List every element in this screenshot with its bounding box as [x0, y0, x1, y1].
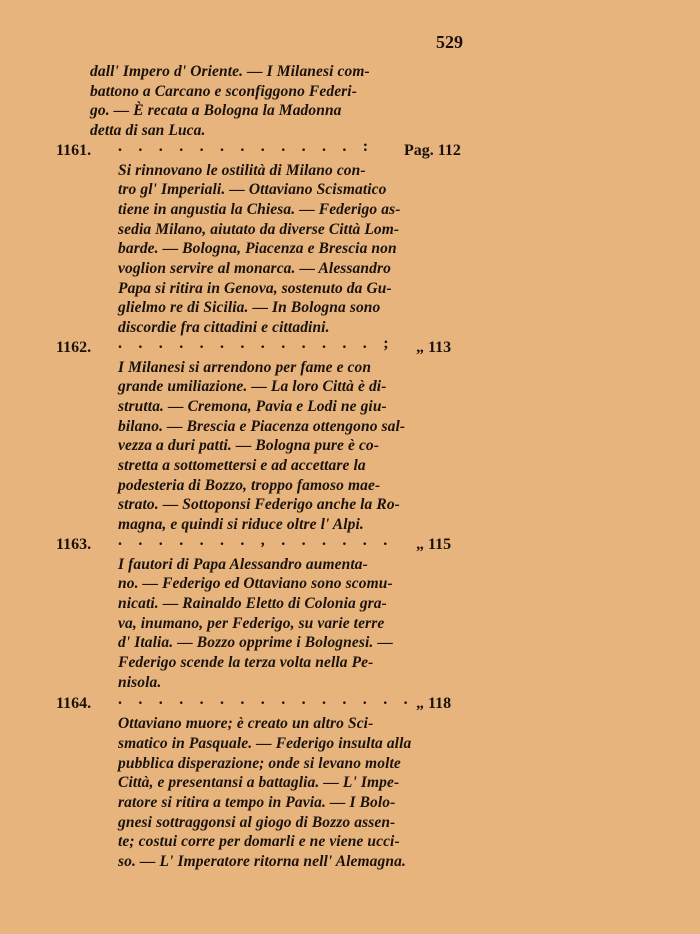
text-line: detta di san Luca.	[90, 122, 206, 140]
page-number: 529	[436, 32, 463, 52]
text-line: tiene in angustia la Chiesa. — Federigo as-	[118, 200, 401, 218]
text-line: d' Italia. — Bozzo opprime i Bolognesi. —	[118, 634, 393, 652]
page-reference: „ 118	[416, 695, 452, 713]
text-line: Città, e presentansi a battaglia. — L' Impe-	[118, 774, 400, 792]
page-reference: Pag. 112	[404, 141, 461, 159]
text-line: nicati. — Rainaldo Eletto di Colonia gra-	[118, 594, 387, 612]
text-line: no. — Federigo ed Ottaviano sono scomu-	[118, 575, 393, 593]
text-line: podesteria di Bozzo, troppo famoso mae-	[118, 476, 381, 494]
text-line: stretta a sottomettersi e ad accettare la	[118, 457, 366, 474]
text-line: grande umiliazione. — La loro Città è di-	[118, 378, 387, 396]
text-line: Si rinnovano le ostilità di Milano con-	[118, 161, 366, 179]
text-line: smatico in Pasquale. — Federigo insulta alla	[118, 734, 412, 752]
dot-leader: . . . . . . . . . . . . . ;	[118, 334, 395, 352]
text-line: barde. — Bologna, Piacenza e Brescia non	[118, 240, 397, 258]
page-reference: „ 115	[416, 535, 452, 553]
text-line: tro gl' Imperiali. — Ottaviano Scismatico	[118, 181, 387, 199]
text-line: pubblica disperazione; onde si levano molte	[118, 754, 401, 772]
dot-leader: . . . . . . . . . . . . :	[118, 137, 375, 155]
text-line: nisola.	[118, 673, 162, 691]
text-line: Papa si ritira in Genova, sostenuto da Gu-	[118, 279, 392, 297]
text-line: dall' Impero d' Oriente. — I Milanesi com-	[90, 63, 370, 80]
text-line: bilano. — Brescia e Piacenza ottengono sal-	[118, 417, 406, 435]
text-line: sedia Milano, aiutato da diverse Città Lom-	[118, 220, 400, 238]
text-line: go. — È recata a Bologna la Madonna	[90, 102, 342, 120]
text-line: battono a Carcano e sconfiggono Federi-	[90, 82, 357, 100]
dot-leader: . . . . . . . . . . . . . . .	[118, 691, 414, 709]
dot-leader: . . . . . . . , . . . . . .	[118, 531, 394, 549]
text-line: gnesi sottraggonsi al giogo di Bozzo assen-	[118, 813, 396, 831]
text-line: vezza a duri patti. — Bologna pure è co-	[118, 437, 380, 455]
text-line: voglion servire al monarca. — Alessandro	[118, 260, 391, 277]
text-line: Ottaviano muore; è creato un altro Sci-	[118, 715, 374, 733]
page-reference: „ 113	[416, 338, 452, 356]
text-line: strato. — Sottoponsi Federigo anche la Ro-	[118, 496, 400, 514]
text-line: Federigo scende la terza volta nella Pe-	[118, 654, 374, 671]
text-line: te; costui corre per domarli e ne viene ucci-	[118, 833, 400, 851]
text-line: va, inumano, per Federigo, su varie terre	[118, 614, 385, 632]
text-line: I Milanesi si arrendono per fame e con	[118, 358, 372, 376]
text-line: glielmo re di Sicilia. — In Bologna sono	[118, 299, 381, 317]
text-line: so. — L' Imperatore ritorna nell' Alemagna.	[118, 853, 406, 870]
text-line: I fautori di Papa Alessandro aumenta-	[118, 555, 368, 573]
text-line: magna, e quindi si riduce oltre l' Alpi.	[118, 516, 364, 534]
entry-year: 1161.	[56, 141, 92, 159]
entry-year: 1162.	[56, 338, 92, 356]
entry-year: 1163.	[56, 535, 92, 553]
entry-year: 1164.	[56, 695, 92, 713]
text-line: discordie fra cittadini e cittadini.	[118, 319, 330, 337]
text-line: ratore si ritira a tempo in Pavia. — I Bolo-	[118, 793, 396, 811]
text-line: strutta. — Cremona, Pavia e Lodi ne giu-	[118, 397, 387, 415]
